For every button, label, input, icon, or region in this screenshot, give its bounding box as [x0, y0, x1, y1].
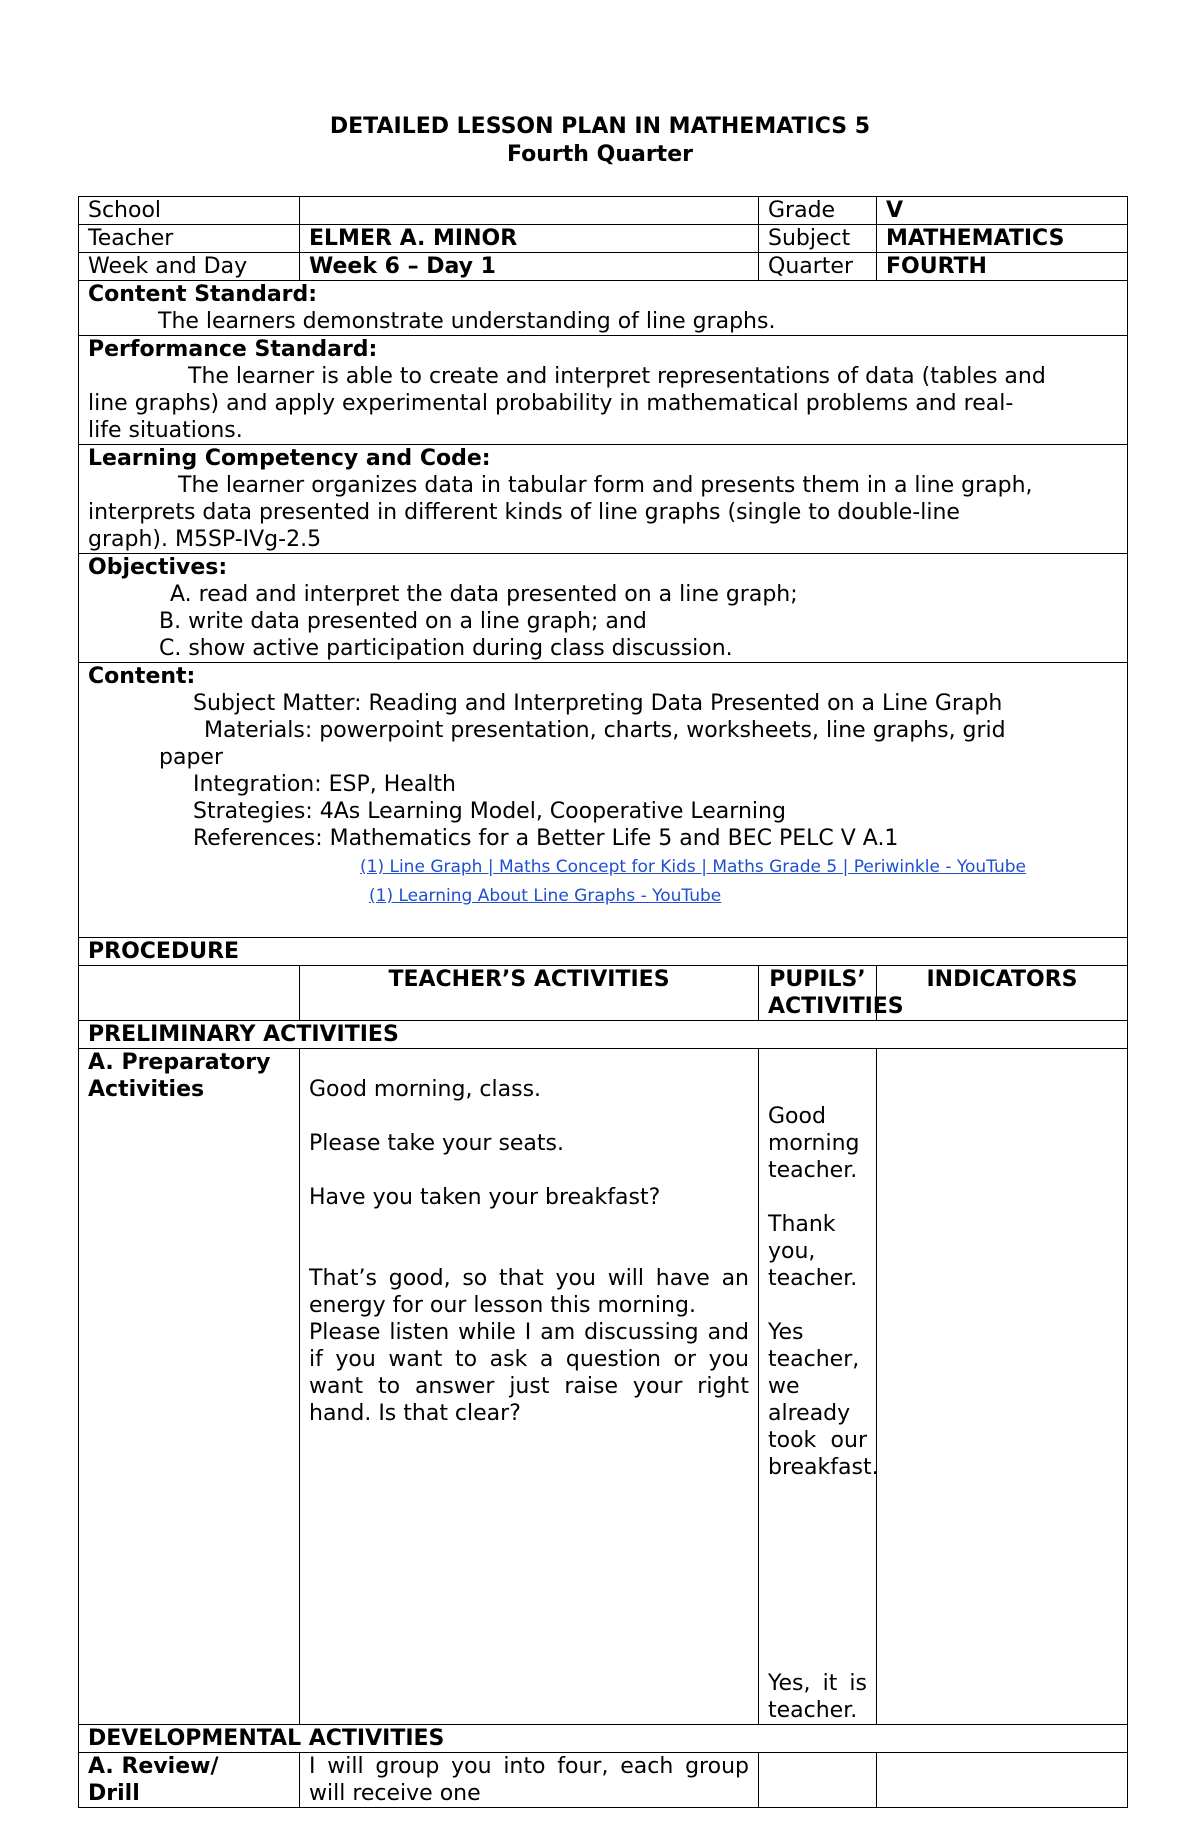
indicators-cell — [877, 1049, 1128, 1725]
review-pupils-cell — [759, 1753, 877, 1808]
teacher-seats: Please take your seats. — [309, 1131, 564, 1156]
materials-line-1: Materials: powerpoint presentation, charts, worksheets, line graphs, grid — [204, 718, 1006, 743]
pupils-thanks: Thank you, teacher. — [768, 1212, 858, 1291]
pupils-breakfast: Yes teacher, we already took our breakfast. — [768, 1320, 879, 1480]
performance-standard-line-3: life situations. — [88, 418, 243, 443]
objective-a: A. read and interpret the data presented on a line graph; — [170, 582, 798, 607]
grade-label: Grade — [759, 197, 877, 225]
objective-c: C. show active participation during class discussion. — [159, 636, 733, 661]
pupils-greeting: Good morning teacher. — [768, 1104, 860, 1183]
competency-line-1: The learner organizes data in tabular form and presents them in a line graph, — [178, 473, 1033, 498]
integration: Integration: ESP, Health — [193, 772, 456, 797]
competency-row — [79, 445, 1128, 554]
content-label: Content: — [88, 664, 196, 689]
objective-b: B. write data presented on a line graph; and — [159, 609, 647, 634]
performance-standard-row — [79, 336, 1128, 445]
performance-standard-label: Performance Standard: — [88, 337, 378, 362]
preparatory-label-line-2: Activities — [88, 1077, 205, 1102]
content-standard-row — [79, 281, 1128, 336]
indicators-header: INDICATORS — [877, 966, 1128, 1021]
subject-label: Subject — [759, 225, 877, 253]
content-standard-label: Content Standard: — [88, 282, 318, 307]
teacher-activities-cell — [300, 1049, 759, 1725]
quarter-value: FOURTH — [877, 253, 1128, 281]
quarter-label: Quarter — [759, 253, 877, 281]
content-row — [79, 663, 1128, 938]
teacher-breakfast: Have you taken your breakfast? — [309, 1185, 661, 1210]
review-drill-row — [79, 1753, 1128, 1808]
preparatory-activities-row — [79, 1049, 1128, 1725]
week-label: Week and Day — [79, 253, 300, 281]
review-section-label — [79, 1753, 300, 1808]
info-row-week — [79, 253, 1128, 281]
preliminary-label: PRELIMINARY ACTIVITIES — [79, 1021, 1128, 1049]
info-row-teacher — [79, 225, 1128, 253]
review-label-line-2: Drill — [88, 1781, 140, 1806]
objectives-label: Objectives: — [88, 555, 228, 580]
info-row-school — [79, 197, 1128, 225]
grade-value: V — [877, 197, 1128, 225]
teacher-greeting: Good morning, class. — [309, 1077, 542, 1102]
performance-standard-line-1: The learner is able to create and interpret representations of data (tables and — [188, 364, 1046, 389]
competency-line-2: interprets data presented in different kinds of line graphs (single to double-line — [88, 500, 960, 525]
school-value — [300, 197, 759, 225]
references: References: Mathematics for a Better Life 5 and BEC PELC V A.1 — [193, 826, 899, 851]
subject-value: MATHEMATICS — [877, 225, 1128, 253]
strategies: Strategies: 4As Learning Model, Cooperative Learning — [193, 799, 786, 824]
developmental-row — [79, 1725, 1128, 1753]
review-indicators-cell — [877, 1753, 1128, 1808]
competency-line-3: graph). M5SP-IVg-2.5 — [88, 527, 322, 552]
teacher-value: ELMER A. MINOR — [300, 225, 759, 253]
competency-label: Learning Competency and Code: — [88, 446, 491, 471]
youtube-link-line-graph[interactable]: (1) Line Graph | Maths Concept for Kids | Maths Grade 5 | Periwinkle - YouTube — [360, 857, 1027, 877]
procedure-label: PROCEDURE — [79, 938, 1128, 966]
pupils-header-line-1: PUPILS’ — [769, 967, 866, 992]
lesson-plan-table — [78, 196, 1128, 1808]
developmental-label: DEVELOPMENTAL ACTIVITIES — [79, 1725, 1128, 1753]
teacher-energy: That’s good, so that you will have an energy for our lesson this morning. — [309, 1266, 749, 1318]
procedure-row — [79, 938, 1128, 966]
review-label-line-1: A. Review/ — [88, 1754, 219, 1779]
content-standard-text: The learners demonstrate understanding of line graphs. — [158, 309, 776, 334]
title-main: DETAILED LESSON PLAN IN MATHEMATICS 5 — [329, 114, 871, 139]
preparatory-label-line-1: A. Preparatory — [88, 1050, 271, 1075]
document-title — [0, 113, 1200, 169]
materials-line-2: paper — [159, 745, 223, 770]
teacher-label: Teacher — [79, 225, 300, 253]
objectives-row — [79, 554, 1128, 663]
procedure-header-row — [79, 966, 1128, 1021]
pupils-clear: Yes, it is teacher. — [768, 1671, 867, 1723]
procedure-header-empty — [79, 966, 300, 1021]
week-value: Week 6 – Day 1 — [300, 253, 759, 281]
pupils-header-line-2: ACTIVITIES — [768, 994, 904, 1019]
review-teacher-cell: I will group you into four, each group will receive one — [300, 1753, 759, 1808]
youtube-link-learning-line-graphs[interactable]: (1) Learning About Line Graphs - YouTube — [369, 886, 722, 906]
title-quarter: Fourth Quarter — [507, 142, 693, 167]
performance-standard-line-2: line graphs) and apply experimental probability in mathematical problems and real- — [88, 391, 1014, 416]
teacher-instructions: Please listen while I am discussing and if you want to ask a question or you want to answer just raise your right hand. Is that clear? — [309, 1320, 749, 1426]
pupils-activities-header — [759, 966, 904, 1021]
pupils-activities-cell — [759, 1049, 877, 1725]
preparatory-section-label — [79, 1049, 300, 1725]
teacher-activities-header: TEACHER’S ACTIVITIES — [300, 966, 759, 1021]
subject-matter: Subject Matter: Reading and Interpreting Data Presented on a Line Graph — [193, 691, 1003, 716]
preliminary-row — [79, 1021, 1128, 1049]
school-label: School — [79, 197, 300, 225]
